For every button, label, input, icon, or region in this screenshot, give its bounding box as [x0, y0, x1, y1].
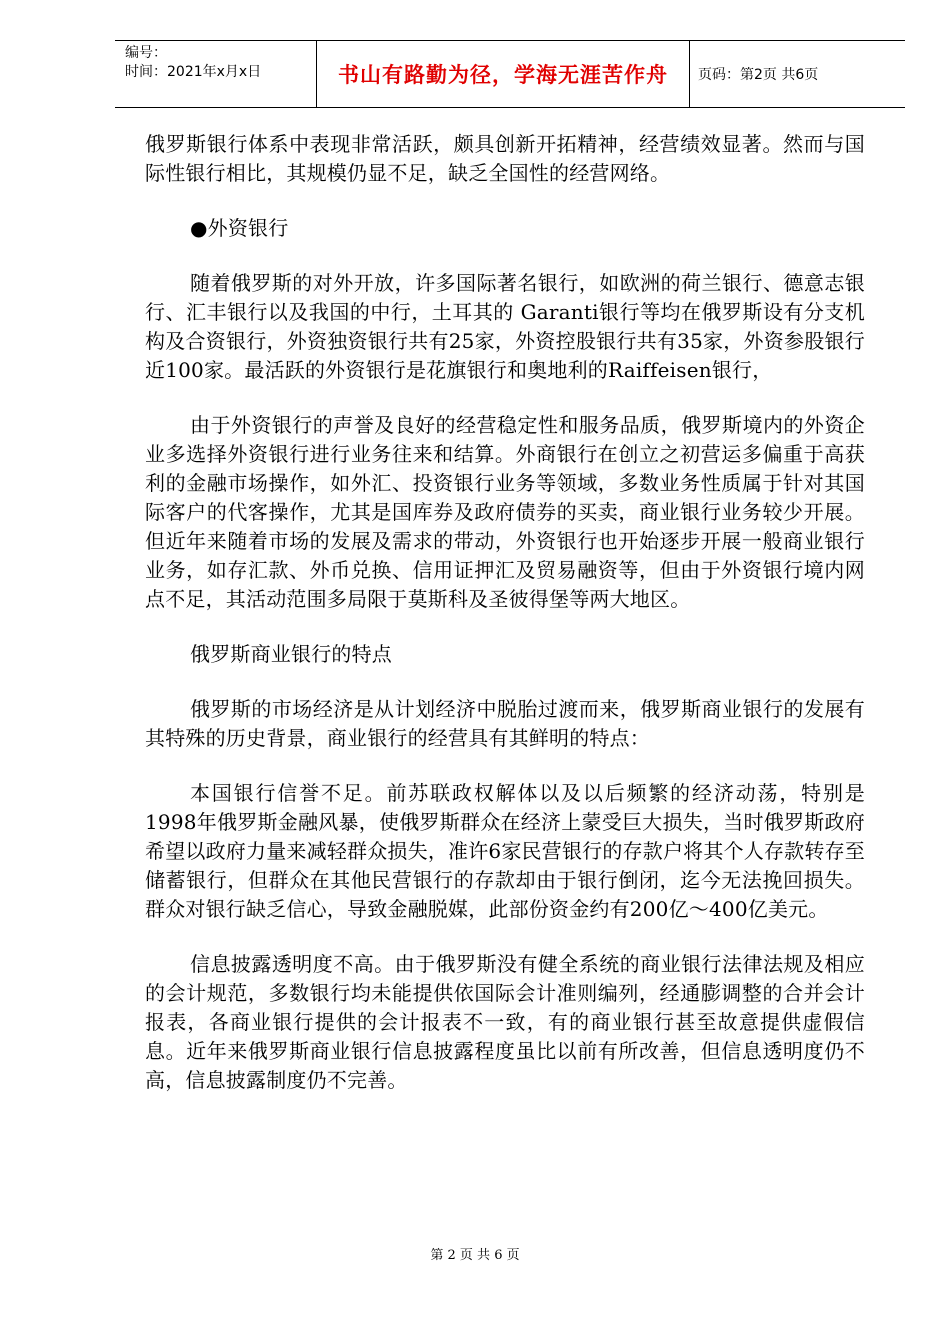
number-label: 编号： — [125, 45, 167, 61]
paragraph-2: 随着俄罗斯的对外开放，许多国际著名银行，如欧洲的荷兰银行、德意志银行、汇丰银行以及我国的中行，土耳其的 Garanti银行等均在俄罗斯设有分支机构及合资银行，外资独资银行共有25家，外资控股银行共有35家，外资参股银行近100家。最活跃的外资银行是花旗银行和奥地利的Raiffeisen银行， — [145, 271, 865, 382]
header-motto: 书山有路勤为径，学海无涯苦作舟 — [316, 41, 690, 107]
section-heading-foreign-banks: ●外资银行 — [190, 216, 289, 240]
paragraph-6: 信息披露透明度不高。由于俄罗斯没有健全系统的商业银行法律法规及相应的会计规范，多数银行均未能提供依国际会计准则编列，经通膨调整的合并会计报表，各商业银行提供的会计报表不一致，有的商业银行甚至故意提供虚假信息。近年来俄罗斯商业银行信息披露程度虽比以前有所改善，但信息透明度仍不高，信息披露制度仍不完善。 — [145, 952, 865, 1092]
paragraph-4: 俄罗斯的市场经济是从计划经济中脱胎过渡而来，俄罗斯商业银行的发展有其特殊的历史背景，商业银行的经营具有其鲜明的特点： — [145, 697, 865, 750]
header-page-label: 页码：第2页 共6页 — [698, 67, 819, 83]
time-label: 时间：2021年x月x日 — [125, 64, 262, 80]
page-footer: 第 2 页 共 6 页 — [430, 1248, 520, 1263]
paragraph-5: 本国银行信誉不足。前苏联政权解体以及以后频繁的经济动荡，特别是1998年俄罗斯金融风暴，使俄罗斯群众在经济上蒙受巨大损失，当时俄罗斯政府希望以政府力量来减轻群众损失，准许6家民营银行的存款户将其个人存款转存至储蓄银行，但群众在其他民营银行的存款却由于银行倒闭，迄今无法挽回损失。群众对银行缺乏信心，导致金融脱媒，此部份资金约有200亿～400亿美元。 — [145, 781, 865, 921]
paragraph-1: 俄罗斯银行体系中表现非常活跃，颇具创新开拓精神，经营绩效显著。然而与国际性银行相比，其规模仍显不足，缺乏全国性的经营网络。 — [145, 132, 865, 185]
header-meta — [115, 41, 316, 107]
page-header — [115, 40, 905, 108]
paragraph-3: 由于外资银行的声誉及良好的经营稳定性和服务品质，俄罗斯境内的外资企业多选择外资银行进行业务往来和结算。外商银行在创立之初营运多偏重于高获利的金融市场操作，如外汇、投资银行业务等领域，多数业务性质属于针对其国际客户的代客操作，尤其是国库券及政府债券的买卖，商业银行业务较少开展。但近年来随着市场的发展及需求的带动，外资银行也开始逐步开展一般商业银行业务，如存汇款、外币兑换、信用证押汇及贸易融资等，但由于外资银行境内网点不足，其活动范围多局限于莫斯科及圣彼得堡等两大地区。 — [145, 413, 865, 611]
document-body — [145, 130, 865, 1095]
section-heading-features: 俄罗斯商业银行的特点 — [190, 642, 392, 666]
